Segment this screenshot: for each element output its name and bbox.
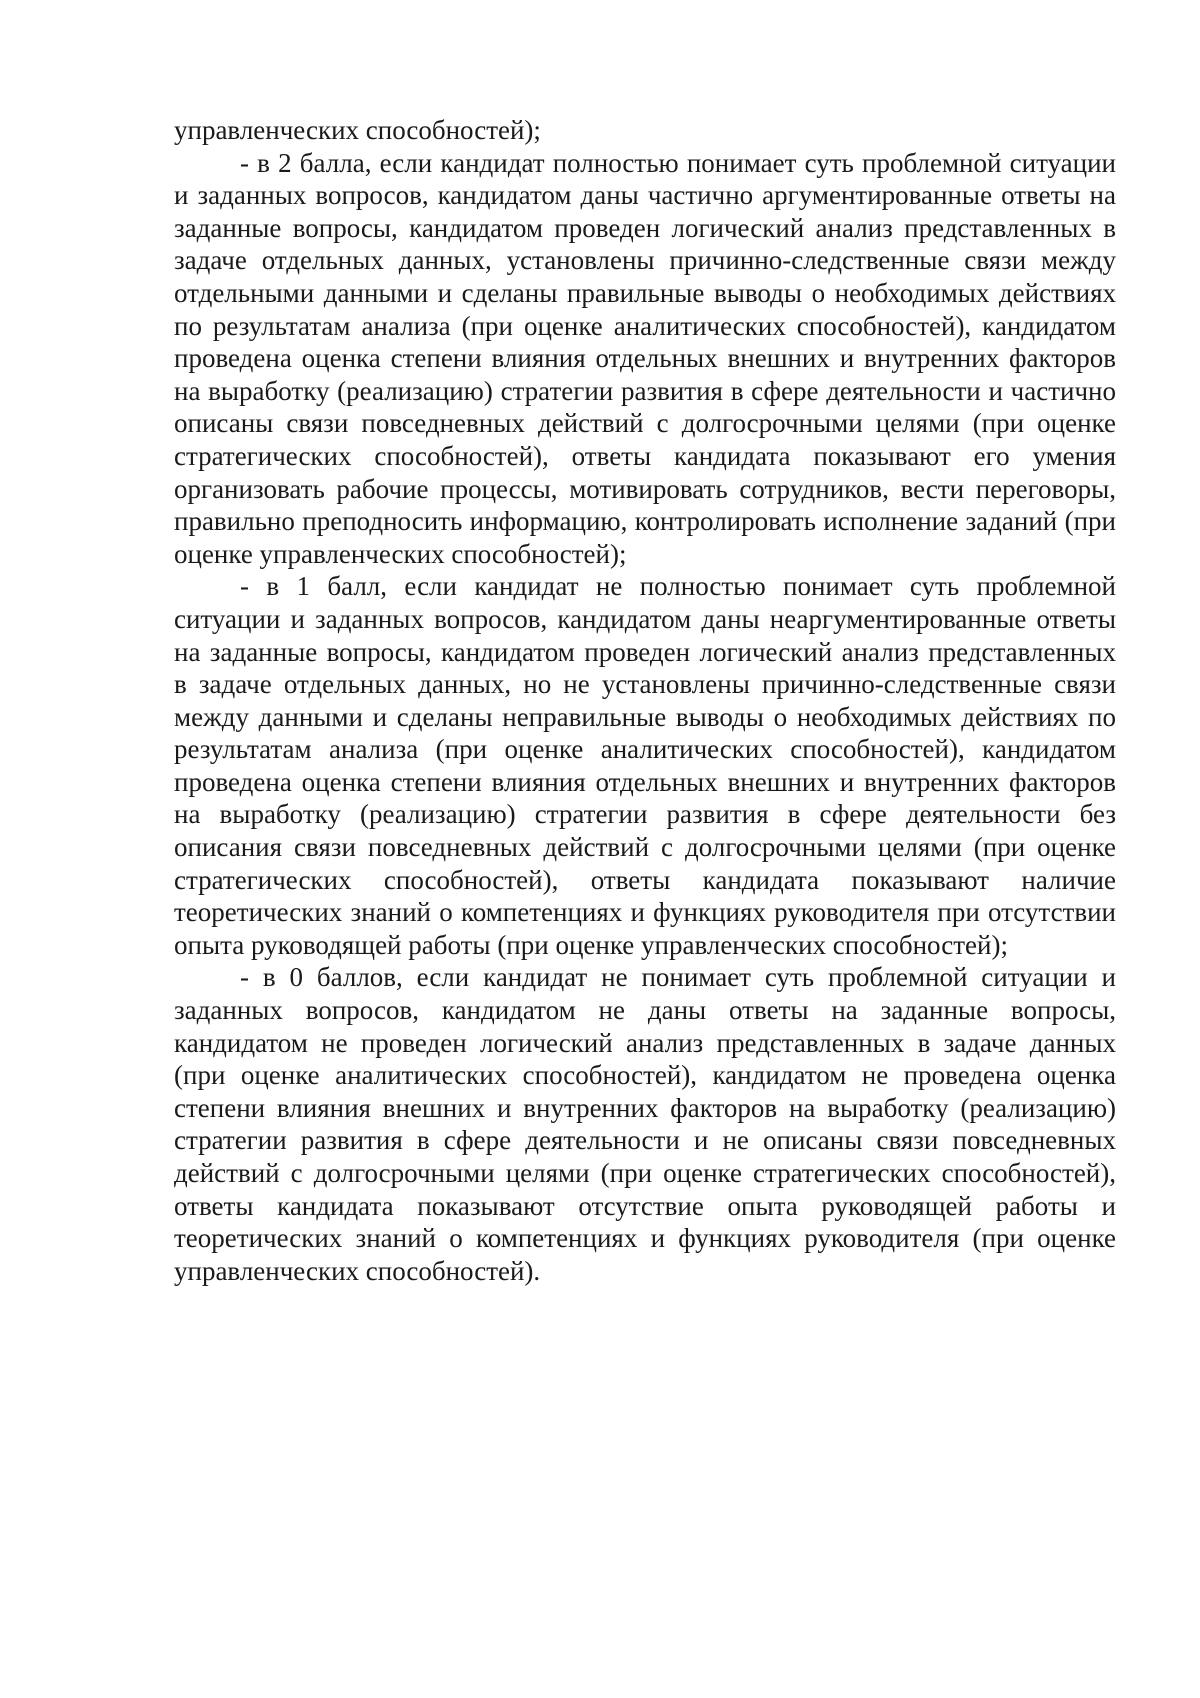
paragraph-continuation: управленческих способностей); (174, 115, 541, 145)
document-page (174, 114, 1116, 1287)
paragraph-1-point: - в 1 балл, если кандидат не полностью понимает суть проблемной ситуации и заданных вопросов, кандидатом даны неаргументированные ответы на заданные вопросы, кандидатом проведен логический анализ представленных в задаче отдельных данных, но не установлены причинно-следственные связи между данными и сделаны неправильные выводы о необходимых действиях по результатам анализа (при оценке аналитических способностей), кандидатом проведена оценка степени влияния отдельных внешних и внутренних факторов на выработку (реализацию) стратегии развития в сфере деятельности без описания связи повседневных действий с долгосрочными целями (при оценке стратегических способностей), ответы кандидата показывают наличие теоретических знаний о компетенциях и функциях руководителя при отсутствии опыта руководящей работы (при оценке управленческих способностей); (174, 571, 1116, 960)
paragraph-2-points: - в 2 балла, если кандидат полностью понимает суть проблемной ситуации и заданных вопросов, кандидатом даны частично аргументированные ответы на заданные вопросы, кандидатом проведен логический анализ представленных в задаче отдельных данных, установлены причинно-следственные связи между отдельными данными и сделаны правильные выводы о необходимых действиях по результатам анализа (при оценке аналитических способностей), кандидатом проведена оценка степени влияния отдельных внешних и внутренних факторов на выработку (реализацию) стратегии развития в сфере деятельности и частично описаны связи повседневных действий с долгосрочными целями (при оценке стратегических способностей), ответы кандидата показывают его умения организовать рабочие процессы, мотивировать сотрудников, вести переговоры, правильно преподносить информацию, контролировать исполнение заданий (при оценке управленческих способностей); (174, 147, 1116, 569)
paragraph-0-points: - в 0 баллов, если кандидат не понимает суть проблемной ситуации и заданных вопросов, кандидатом не даны ответы на заданные вопросы, кандидатом не проведен логический анализ представленных в задаче данных (при оценке аналитических способностей), кандидатом не проведена оценка степени влияния внешних и внутренних факторов на выработку (реализацию) стратегии развития в сфере деятельности и не описаны связи повседневных действий с долгосрочными целями (при оценке стратегических способностей), ответы кандидата показывают отсутствие опыта руководящей работы и теоретических знаний о компетенциях и функциях руководителя (при оценке управленческих способностей). (174, 962, 1116, 1286)
